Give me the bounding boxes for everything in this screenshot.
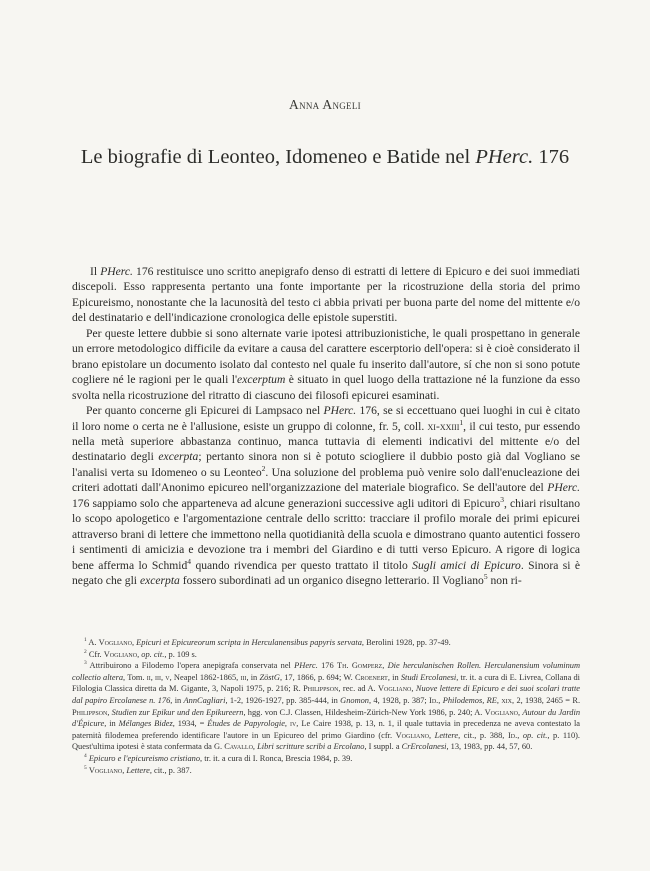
italic-run: Lettere [434, 730, 459, 740]
italic-run: PHerc. [323, 404, 357, 418]
footnote-ref: 4 [187, 556, 192, 566]
text-run: , p. 109 s. [164, 649, 197, 659]
italic-run: Studi Ercolanesi [400, 672, 457, 682]
text-run: , [411, 684, 416, 694]
italic-run: Sugli amici di Epicuro [412, 558, 521, 572]
author-run: Vogliano [378, 684, 412, 694]
roman-numeral-run: iii [240, 672, 247, 682]
text-run: , 13, 1983, pp. 44, 57, 60. [446, 742, 533, 752]
text-run: è situato in quel luogo della trattazione né la funzione da esso svolta nella ricostruzione del ritratto di ciascuno dei filosofi epicurei esaminati. [72, 373, 580, 402]
italic-run: ZöstG [259, 672, 280, 682]
italic-run: excerptum [237, 373, 286, 387]
text-run: quando rivendica per questo trattato il titolo [191, 558, 413, 572]
text-run: , [496, 695, 502, 705]
text-run: Per quanto concerne gli Epicurei di Lampsaco nel [86, 404, 324, 418]
text-run: ; pertanto sinora non si è potuto sciogliere il dubbio posto già dal Vogliano se l'analisi verta su Idomeneo o su Leonteo [72, 450, 580, 479]
text-run: Per queste lettere dubbie si sono alternate varie ipotesi attribuzionistiche, le quali prospettano in generale un errore metodologico difficile da evitare a causa del carattere escerptorio dell'opera: si è cioè considerato il brano epistolare un documento isolato dal contesto nel quale fu inserito dall'autore, sí che non si sono potute cogliere né le ragioni per le quali l' [72, 326, 580, 387]
italic-run: Studien zur Epikur und den Epikureern [111, 707, 244, 717]
author-run: Cavallo [224, 742, 253, 752]
text-run: , hgg. von C.J. Classen, Hildesheim-Zürich-New York 1986, p. 240; A. [243, 707, 485, 717]
text-run: , p. 110). Quest'ultima ipotesi è stata confermata da G. [72, 730, 581, 752]
text-run: , in [246, 672, 260, 682]
text-run: , 1934, = [172, 719, 208, 729]
footnote-ref: 5 [483, 572, 488, 582]
text-run: , [252, 742, 258, 752]
author-run: R. Philippson [293, 684, 339, 694]
footnote-ref: 2 [261, 464, 266, 474]
author-run: Vogliano [103, 649, 138, 659]
footnote-5 [72, 765, 580, 777]
author-run: Id. [429, 695, 439, 705]
italic-run: Mélanges Bidez [118, 719, 173, 729]
text-run: , [518, 707, 523, 717]
footnote-2 [72, 649, 580, 661]
author-run: Th. Gomperz [336, 661, 383, 671]
text-run: , chiari risultano lo scopo apologetico e l'argomentazione centrale dello scritto: tracciare il profilo morale dei primi epicurei attraverso brani di lettere che immettono nella quotidianità della scuola e dimostrano quanto autentici fossero i sentimenti di amicizia e devozione tra i membri del Giardino e di tutti verso Epicuro. A rigore di logica bene afferma lo Schmid [72, 496, 580, 572]
text-run: , tr. it. a cura di I. Ronca, Brescia 1984, p. 39. [200, 753, 353, 763]
footnote-ref: 3 [500, 494, 504, 504]
title-text: Le biografie di Leonteo, Idomeneo e Batide nel [80, 146, 476, 168]
italic-run: Lettere [126, 765, 150, 775]
title-italic: PHerc. [475, 146, 534, 168]
paragraph-2 [72, 326, 580, 403]
italic-run: Gnomon [340, 695, 369, 705]
roman-numeral-run: xix [501, 695, 513, 705]
italic-run: Libri scritture scribi a Ercolano [257, 742, 365, 752]
author-run: R. Philippson [72, 695, 581, 717]
text-run: , [517, 730, 523, 740]
italic-run: Epicuri et Epicureorum scripta in Herculanensibus papyris servata [136, 638, 362, 647]
text-run: , Berolini 1928, pp. 37-49. [361, 638, 451, 647]
roman-numeral-run: iv [289, 719, 297, 729]
text-run: , cit., p. 387. [149, 765, 192, 775]
text-run: 176 [317, 661, 337, 671]
italic-run: PHerc. [294, 661, 318, 671]
text-run: , in [104, 719, 119, 729]
author-run: Vogliano [484, 707, 519, 717]
text-run: fossero subordinati ad un organico disegno letterario. Il Vogliano [179, 574, 484, 588]
text-run: 176 sappiamo solo che apparteneva ad alcune generazioni successive agli uditori di Epicuro [72, 496, 501, 510]
text-run: , [122, 765, 127, 775]
text-run: . Una soluzione del problema può venire solo dall'enucleazione dei criteri adottati dall'Anonimo epicureo nell'organizzazione del materiale biografico. Se dell'autore del [72, 465, 580, 495]
text-run: , 4, 1928, p. 387; [369, 695, 430, 705]
text-run: , Tom. [123, 672, 147, 682]
footnote-ref: 1 [459, 417, 464, 427]
author-run: Vogliano [88, 765, 123, 775]
text-run: A. [86, 638, 99, 647]
italic-run: Die herculanischen Rollen. Herculanensium voluminum collectio altera [72, 661, 580, 682]
text-run: , in [387, 672, 401, 682]
text-run: , 1-2, 1926-1927, pp. 385-444, in [225, 695, 341, 705]
text-run: , [131, 638, 137, 647]
author-name: Anna Angeli [289, 97, 361, 112]
text-run: 176 restituisce uno scritto anepigrafo denso di estratti di lettere di Epicuro e dei suoi immediati discepoli. Esso rappresenta pertanto una fonte importante per la ricostruzione della storia del primo Epicureismo, nonostante che la lacunosità del testo ci abbia privati per buona parte del nome del mittente e/o del destinatario e dell'indicazione cronologica delle epistole superstiti. [72, 265, 580, 325]
title-suffix: 176 [533, 146, 570, 168]
italic-run: CrErcolanesi [401, 742, 447, 752]
footnote-4 [72, 753, 580, 765]
text-run: , il cui testo, pur essendo nella metà superiore abbastanza continuo, manca tuttavia di elementi indicativi del mittente e/o del destinatario degli [72, 419, 580, 464]
paragraph-3 [72, 403, 580, 588]
footnote-number: 5 [84, 764, 87, 771]
text-run: Cfr. [86, 649, 104, 659]
body-text [72, 264, 580, 589]
italic-run: Études de Papyrologie [207, 719, 285, 729]
author-run: Id. [507, 730, 518, 740]
text-run: , [438, 695, 443, 705]
footnote-1 [72, 637, 580, 649]
paragraph-1 [72, 264, 580, 326]
text-run: , Le Caire 1938, p. 13, n. 1, il quale tuttavia in precedenza ne aveva contestato la paternità filodemea preferendo identificare l'autore in un Epicureo del primo Giardino (cfr. [72, 719, 580, 740]
text-run: , 2, 1938, 2465 = [512, 695, 573, 705]
text-run: , tr. it. a cura di E. Livrea, Collana di Filologia Classica diretta da M. Gigante, 3, Napoli 1975, p. 216; [72, 672, 580, 694]
text-run: , [429, 730, 435, 740]
text-run: , [284, 719, 290, 729]
author-run: W. Croenert [343, 672, 388, 682]
italic-run: excerpta [139, 574, 180, 588]
text-run: , I suppl. a [364, 742, 402, 752]
author-run: Vogliano [98, 638, 132, 647]
footnote-3 [72, 660, 580, 753]
text-run: non ri- [487, 574, 522, 588]
footnotes [72, 637, 580, 776]
italic-run: PHerc. [547, 481, 580, 495]
text-run: , [137, 649, 142, 659]
italic-run: Nuove lettere di Epicuro e dei suoi scolari tratte dal papiro Ercolanese n. 176 [72, 684, 581, 705]
roman-numeral-run: xi-xxiii [427, 419, 460, 433]
italic-run: AnnCagliari [183, 695, 226, 705]
text-run: 176, se si eccettuano quei luoghi in cui è citato il loro nome o certa ne è l'allusione, esiste un gruppo di colonne, fr. 5, coll. [72, 404, 580, 433]
article-title [0, 146, 650, 169]
italic-run: Philodemos, RE [442, 695, 497, 705]
author-run: Vogliano [395, 730, 429, 740]
footnote-number: 4 [84, 753, 87, 760]
text-run: . Sinora si è negato che gli [72, 558, 580, 588]
text-run: , [107, 707, 112, 717]
text-run: Attribuirono a Filodemo l'opera anepigrafa conservata nel [86, 661, 295, 671]
text-run: , rec. ad A. [338, 684, 378, 694]
italic-run: Autour du Jardin d'Épicure [72, 707, 581, 729]
italic-run: op. cit. [522, 730, 548, 740]
text-run: , cit., p. 388, [458, 730, 508, 740]
footnote-number: 1 [84, 637, 87, 644]
text-run: , in [170, 695, 184, 705]
italic-run: Epicuro e l'epicureismo cristiano [88, 753, 201, 763]
text-run: Il [90, 265, 101, 278]
italic-run: op. cit. [141, 649, 165, 659]
footnote-number: 3 [84, 660, 87, 667]
italic-run: PHerc. [100, 265, 133, 278]
italic-run: excerpta [158, 450, 199, 464]
text-run: , [382, 661, 388, 671]
footnote-number: 2 [84, 648, 87, 655]
text-run: , Neapel 1862-1865, [169, 672, 241, 682]
roman-numeral-run: ii, iii, v [146, 672, 170, 682]
text-run: , 17, 1866, p. 694; [279, 672, 344, 682]
